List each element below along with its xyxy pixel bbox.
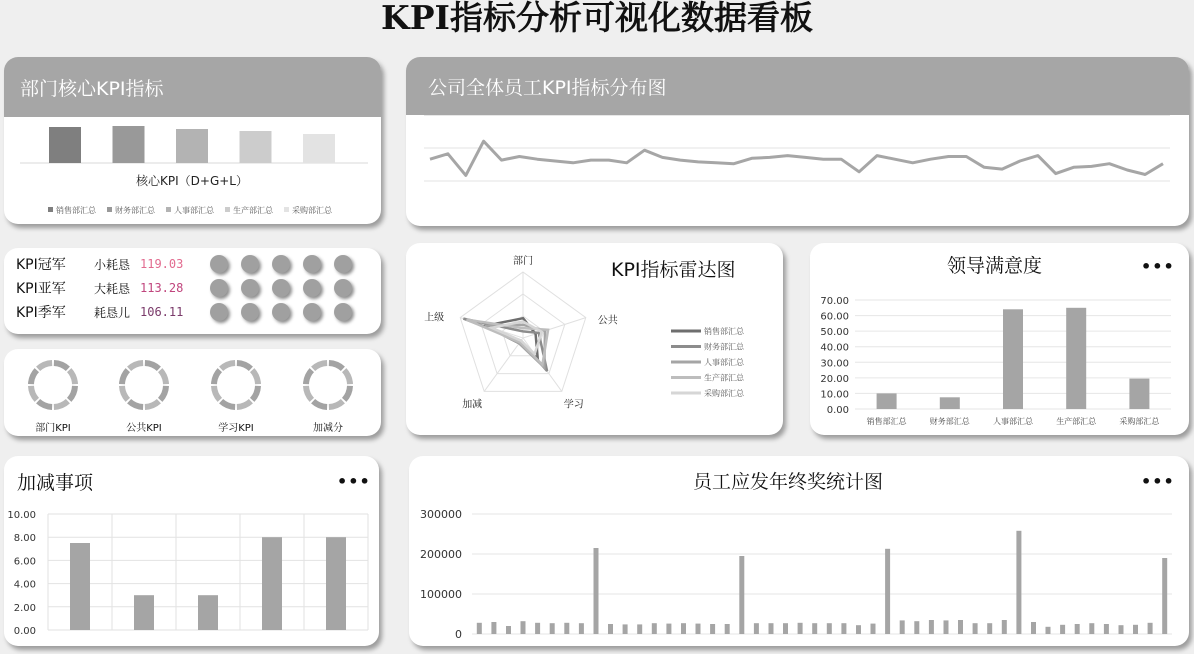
ring-segment xyxy=(214,386,220,400)
rank-employee-name: 大耗恳 xyxy=(94,281,131,296)
bar xyxy=(1162,558,1167,634)
y-tick-label: 30.00 xyxy=(820,358,849,370)
radar-legend-label: 财务部汇总 xyxy=(704,342,744,352)
rank-label: KPI亚军 xyxy=(16,281,66,297)
bar xyxy=(637,624,642,634)
y-tick-label: 0.00 xyxy=(826,405,849,416)
dept-legend-swatch xyxy=(48,207,53,212)
radar-card xyxy=(406,243,783,435)
rank-indicator-dot xyxy=(334,255,352,273)
ring-segment xyxy=(237,401,251,407)
bar xyxy=(871,624,876,634)
ring-segment xyxy=(122,386,128,400)
ring-segment xyxy=(31,370,37,384)
bar xyxy=(326,537,346,630)
satisfaction-menu-button[interactable]: ••• xyxy=(1141,257,1175,276)
bar xyxy=(914,621,919,634)
bar xyxy=(1003,309,1023,409)
bonus-menu-button[interactable]: ••• xyxy=(1141,472,1175,491)
y-tick-label: 2.00 xyxy=(13,602,36,614)
rank-label: KPI季军 xyxy=(16,305,66,321)
dept-bar xyxy=(49,127,81,163)
bar xyxy=(1066,308,1086,409)
x-tick-label: 人事部汇总 xyxy=(993,417,1033,426)
bar xyxy=(70,543,90,630)
ring-segment xyxy=(221,363,235,369)
bonus-title: 员工应发年终奖统计图 xyxy=(693,471,884,493)
dept-legend-swatch xyxy=(284,207,289,212)
bar xyxy=(1129,379,1149,409)
ring-segment xyxy=(306,386,312,400)
ring-segment xyxy=(237,363,251,369)
radar-axis-label: 部门 xyxy=(513,256,533,267)
y-tick-label: 70.00 xyxy=(820,296,849,307)
ring-gauge xyxy=(31,363,75,407)
bar xyxy=(1133,625,1138,634)
dist-series-line xyxy=(430,141,1163,175)
company-dist-card xyxy=(406,57,1189,226)
rank-indicator-dot xyxy=(334,279,352,297)
satisfaction-chart xyxy=(810,243,1189,435)
bar xyxy=(1031,622,1036,634)
ring-segment xyxy=(160,370,166,384)
ring-segment xyxy=(38,401,52,407)
dept-legend-swatch xyxy=(107,207,112,212)
bar xyxy=(1148,623,1153,634)
ring-gauge xyxy=(214,363,258,407)
bar xyxy=(506,626,511,634)
dept-kpi-header: 部门核心KPI指标 xyxy=(4,57,381,117)
ring-segment xyxy=(306,370,312,384)
ring-segment xyxy=(221,401,235,407)
dept-legend-label: 销售部汇总 xyxy=(56,206,96,215)
rank-employee-name: 耗恳儿 xyxy=(94,305,131,320)
rank-label: KPI冠军 xyxy=(16,257,66,273)
bonus-chart xyxy=(409,456,1189,646)
bar xyxy=(710,624,715,634)
ring-label: 加减分 xyxy=(313,423,343,434)
ring-segment xyxy=(344,386,350,400)
ring-segment xyxy=(122,370,128,384)
ring-segment xyxy=(160,386,166,400)
ring-gauge xyxy=(122,363,166,407)
bar xyxy=(1060,625,1065,634)
radar-legend-label: 销售部汇总 xyxy=(704,327,744,336)
ring-segment xyxy=(252,386,258,400)
bar xyxy=(535,623,540,634)
ring-label: 公共KPI xyxy=(126,423,162,434)
bar xyxy=(900,620,905,634)
rank-indicator-dot xyxy=(272,279,290,297)
bar xyxy=(579,623,584,634)
adjustments-title: 加减事项 xyxy=(17,472,94,494)
rank-indicator-dot xyxy=(241,279,259,297)
bar xyxy=(564,623,569,634)
dept-bar xyxy=(176,129,208,163)
y-tick-label: 6.00 xyxy=(13,556,36,568)
dept-bar xyxy=(113,126,145,163)
dept-kpi-card xyxy=(4,57,381,224)
dept-kpi-chart xyxy=(4,117,381,224)
bar xyxy=(725,624,730,634)
bar xyxy=(1075,624,1080,634)
rank-row xyxy=(16,277,365,299)
bar xyxy=(134,595,154,630)
radar-legend-label: 采购部汇总 xyxy=(704,389,744,398)
rank-row xyxy=(16,253,365,275)
company-dist-chart xyxy=(406,115,1189,226)
x-tick-label: 财务部汇总 xyxy=(929,417,970,426)
ring-segment xyxy=(54,363,68,369)
ring-segment xyxy=(69,386,75,400)
bar xyxy=(521,621,526,634)
ring-segment xyxy=(129,363,143,369)
radar-chart xyxy=(406,243,783,435)
bar xyxy=(198,595,218,630)
dept-axis-label: 核心KPI（D+G+L） xyxy=(136,174,248,188)
rank-indicator-dot xyxy=(241,255,259,273)
bar xyxy=(652,623,657,634)
ring-segment xyxy=(252,370,258,384)
bar xyxy=(262,537,282,630)
bar xyxy=(958,620,963,634)
rank-row xyxy=(16,301,365,323)
rank-indicator-dot xyxy=(272,303,290,321)
bar xyxy=(666,624,671,634)
rank-indicator-dot xyxy=(210,255,228,273)
ring-segment xyxy=(31,386,37,400)
ring-segment xyxy=(329,401,343,407)
bar xyxy=(623,624,628,634)
bar xyxy=(739,556,744,634)
radar-axis-label: 学习 xyxy=(563,399,584,411)
bar xyxy=(827,623,832,634)
bar xyxy=(885,549,890,634)
bar xyxy=(1016,531,1021,634)
rank-indicator-dot xyxy=(334,303,352,321)
ring-gauge xyxy=(306,363,350,407)
ring-segment xyxy=(54,401,68,407)
adjustments-menu-button[interactable]: ••• xyxy=(337,472,371,491)
y-tick-label: 50.00 xyxy=(820,327,849,339)
rank-score: 113.28 xyxy=(140,281,184,295)
company-dist-header: 公司全体员工KPI指标分布图 xyxy=(406,57,1189,115)
bar xyxy=(754,623,759,634)
bar xyxy=(594,548,599,634)
radar-spoke xyxy=(484,338,523,391)
y-tick-label: 60.00 xyxy=(820,311,849,323)
bar xyxy=(944,620,949,634)
y-tick-label: 100000 xyxy=(420,588,462,601)
ring-segment xyxy=(344,370,350,384)
rank-indicator-dot xyxy=(303,255,321,273)
bar xyxy=(608,624,613,634)
bar xyxy=(1046,627,1051,634)
rank-indicator-dot xyxy=(303,279,321,297)
ring-segment xyxy=(145,363,159,369)
bar xyxy=(1104,624,1109,634)
ring-segment xyxy=(69,370,75,384)
bar xyxy=(491,622,496,634)
y-tick-label: 200000 xyxy=(420,548,462,561)
y-tick-label: 10.00 xyxy=(820,389,849,401)
radar-axis-label: 加减 xyxy=(462,399,483,411)
bar xyxy=(681,623,686,634)
ring-segment xyxy=(38,363,52,369)
ring-segment xyxy=(145,401,159,407)
y-tick-label: 40.00 xyxy=(820,342,849,354)
adjustments-chart xyxy=(4,456,379,646)
rank-indicator-dot xyxy=(210,303,228,321)
bar xyxy=(1002,620,1007,634)
ring-segment xyxy=(313,363,327,369)
page-title: KPI指标分析可视化数据看板 xyxy=(381,0,813,37)
y-tick-label: 20.00 xyxy=(820,373,849,385)
ranking-card xyxy=(4,248,381,334)
ring-segment xyxy=(313,401,327,407)
ring-segment xyxy=(129,401,143,407)
bar xyxy=(1089,623,1094,634)
bar xyxy=(783,623,788,634)
bar xyxy=(812,623,817,634)
bar xyxy=(696,624,701,634)
bar xyxy=(769,623,774,634)
y-tick-label: 0.00 xyxy=(13,626,36,637)
bar xyxy=(929,620,934,634)
radar-title: KPI指标雷达图 xyxy=(611,259,736,281)
bar xyxy=(940,397,960,409)
ring-label: 部门KPI xyxy=(35,423,71,434)
rank-score: 119.03 xyxy=(140,257,184,271)
x-tick-label: 生产部汇总 xyxy=(1056,417,1097,426)
y-tick-label: 300000 xyxy=(420,508,462,521)
adjustments-card xyxy=(4,456,379,646)
y-tick-label: 0 xyxy=(455,628,462,641)
radar-legend-label: 生产部汇总 xyxy=(704,373,744,383)
bar xyxy=(477,623,482,634)
bar xyxy=(877,393,897,409)
rank-indicator-dot xyxy=(272,255,290,273)
dept-legend-label: 财务部汇总 xyxy=(115,206,155,215)
radar-axis-label: 上级 xyxy=(424,312,445,324)
satisfaction-card xyxy=(810,243,1189,435)
ring-segment xyxy=(329,363,343,369)
radar-legend-label: 人事部汇总 xyxy=(704,358,744,367)
bar xyxy=(1119,625,1124,634)
x-tick-label: 采购部汇总 xyxy=(1119,417,1160,426)
ring-label: 学习KPI xyxy=(218,423,254,434)
radar-axis-label: 公共 xyxy=(597,315,618,327)
dept-legend-swatch xyxy=(166,207,171,212)
rings-card xyxy=(4,349,381,436)
y-tick-label: 10.00 xyxy=(7,510,36,521)
dept-legend-label: 生产部汇总 xyxy=(233,206,273,215)
dept-legend-swatch xyxy=(225,207,230,212)
y-tick-label: 4.00 xyxy=(13,579,36,591)
rank-employee-name: 小耗恳 xyxy=(94,257,131,272)
ring-segment xyxy=(214,370,220,384)
dept-legend-label: 人事部汇总 xyxy=(174,206,214,215)
bar xyxy=(841,623,846,634)
bonus-card xyxy=(409,456,1189,646)
x-tick-label: 销售部汇总 xyxy=(866,417,907,426)
rank-indicator-dot xyxy=(210,279,228,297)
y-tick-label: 8.00 xyxy=(13,533,36,545)
dept-bar xyxy=(240,131,272,163)
dept-legend-label: 采购部汇总 xyxy=(292,206,332,215)
bar xyxy=(987,623,992,634)
bar xyxy=(798,623,803,634)
dept-bar xyxy=(303,134,335,163)
bar xyxy=(550,623,555,634)
rank-score: 106.11 xyxy=(140,305,184,319)
satisfaction-title: 领导满意度 xyxy=(947,255,1043,277)
rank-indicator-dot xyxy=(241,303,259,321)
bar xyxy=(973,623,978,634)
rank-indicator-dot xyxy=(303,303,321,321)
bar xyxy=(856,625,861,634)
